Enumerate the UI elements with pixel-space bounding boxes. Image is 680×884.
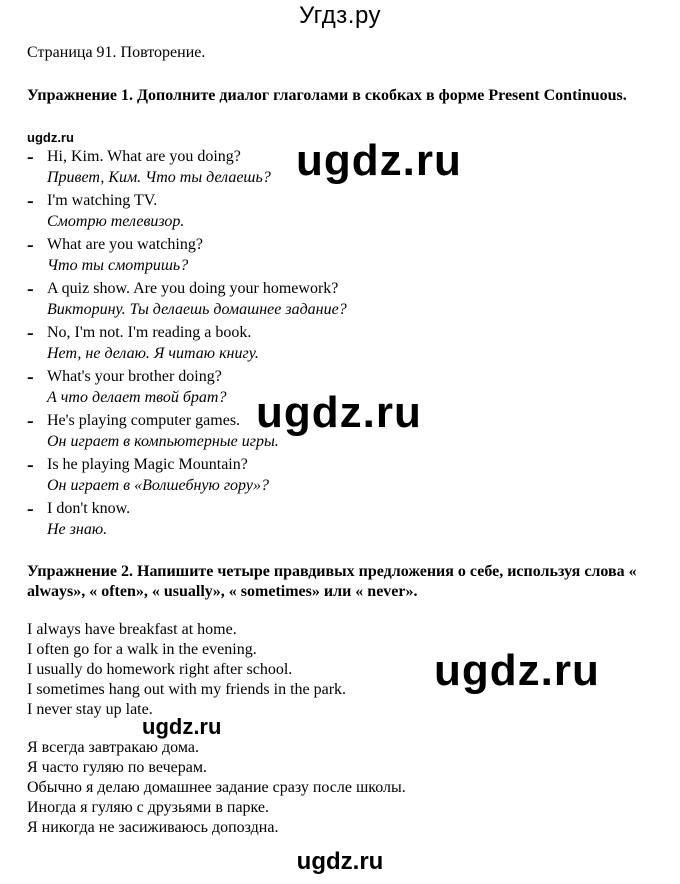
dialog-dash: -	[27, 498, 34, 520]
dialog-russian: Что ты смотришь?	[47, 257, 189, 274]
watermark-small: ugdz.ru	[142, 714, 222, 739]
dialog-dash: -	[27, 278, 34, 300]
watermark-small: ugdz.ru	[27, 130, 74, 145]
sentence-russian: Я часто гуляю по вечерам.	[27, 759, 207, 776]
sentence-english: I always have breakfast at home.	[27, 621, 237, 638]
dialog-english: No, I'm not. I'm reading a book.	[47, 324, 252, 341]
watermark-bottom: ugdz.ru	[296, 848, 384, 875]
dialog-english: I don't know.	[47, 500, 131, 517]
exercise-2-english	[27, 620, 346, 720]
dialog-dash: -	[27, 234, 34, 256]
watermark-large: ugdz.ru	[256, 388, 422, 437]
dialog-dash: -	[27, 146, 34, 168]
exercise-1-dialog	[27, 148, 627, 544]
dialog-english: Is he playing Magic Mountain?	[47, 456, 248, 473]
dialog-russian: Он играет в компьютерные игры.	[47, 433, 279, 450]
dialog-english: I'm watching TV.	[47, 192, 158, 209]
dialog-line	[27, 324, 627, 368]
dialog-russian: Не знаю.	[47, 521, 108, 538]
exercise-1-title: Упражнение 1. Дополните диалог глаголами в скобках в форме Present Continuous.	[27, 87, 627, 104]
dialog-russian: А что делает твой брат?	[47, 389, 227, 406]
dialog-line	[27, 236, 627, 280]
dialog-russian: Смотрю телевизор.	[47, 213, 185, 230]
dialog-dash: -	[27, 366, 34, 388]
dialog-russian: Он играет в «Волшебную гору»?	[47, 477, 269, 494]
watermark-large: ugdz.ru	[296, 136, 462, 185]
dialog-line	[27, 456, 627, 500]
sentence-russian: Я никогда не засиживаюсь допоздна.	[27, 819, 279, 836]
sentence-english: I often go for a walk in the evening.	[27, 641, 257, 658]
watermark-large: ugdz.ru	[434, 646, 600, 695]
sentence-russian: Обычно я делаю домашнее задание сразу после школы.	[27, 779, 406, 796]
dialog-line	[27, 280, 627, 324]
dialog-english: He's playing computer games.	[47, 412, 241, 429]
sentence-russian: Я всегда завтракаю дома.	[27, 739, 199, 756]
sentence-english: I never stay up late.	[27, 701, 153, 718]
page-heading: Страница 91. Повторение.	[27, 44, 206, 61]
dialog-russian: Привет, Ким. Что ты делаешь?	[47, 169, 271, 186]
dialog-english: What's your brother doing?	[47, 368, 222, 385]
dialog-dash: -	[27, 322, 34, 344]
dialog-dash: -	[27, 454, 34, 476]
sentence-english: I sometimes hang out with my friends in the park.	[27, 681, 347, 698]
exercise-2-title: Упражнение 2. Напишите четыре правдивых предложения о себе, используя слова « always», « often», « usually», « sometimes» или « never».	[27, 563, 637, 600]
dialog-dash: -	[27, 410, 34, 432]
exercise-2-russian	[27, 738, 406, 838]
dialog-line	[27, 192, 627, 236]
dialog-russian: Викторину. Ты делаешь домашнее задание?	[47, 301, 347, 318]
sentence-english: I usually do homework right after school.	[27, 661, 293, 678]
site-title: Угдз.ру	[298, 2, 382, 29]
dialog-english: What are you watching?	[47, 236, 203, 253]
dialog-line	[27, 500, 627, 544]
dialog-russian: Нет, не делаю. Я читаю книгу.	[47, 345, 259, 362]
dialog-english: Hi, Kim. What are you doing?	[47, 148, 241, 165]
dialog-english: A quiz show. Are you doing your homework?	[47, 280, 339, 297]
dialog-dash: -	[27, 190, 34, 212]
sentence-russian: Иногда я гуляю с друзьями в парке.	[27, 799, 270, 816]
